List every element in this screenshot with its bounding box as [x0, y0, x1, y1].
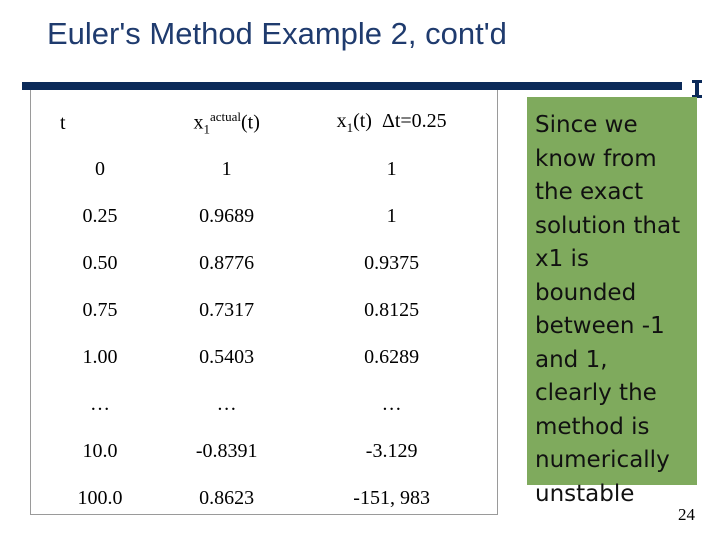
table-row — [30, 475, 500, 522]
cell-t: 0 — [95, 158, 106, 180]
table-row — [30, 240, 500, 287]
header-actual-sup: actual — [209, 108, 241, 124]
table-row — [30, 146, 500, 193]
header-actual-sub: 1 — [203, 121, 210, 137]
table-row — [30, 287, 500, 334]
cell-actual: 0.5403 — [199, 346, 255, 368]
table-row — [30, 193, 500, 240]
header-euler-tail: (t) — [353, 110, 377, 132]
cell-actual: 0.8623 — [199, 487, 255, 509]
table-row — [30, 334, 500, 381]
header-euler — [283, 100, 500, 146]
slide-title: Euler's Method Example 2, cont'd — [47, 16, 507, 51]
cell-actual: 0.9689 — [199, 205, 255, 227]
header-euler-base: x — [336, 110, 347, 132]
cell-euler: 0.8125 — [364, 299, 420, 321]
cell-actual: 1 — [221, 158, 232, 180]
cell-t: 1.00 — [82, 346, 118, 368]
cell-t: 0.50 — [82, 252, 118, 274]
stability-note-text: Since we know from the exact solution that x1 is bounded between -1 and 1, clearly the method is numerically unstable — [535, 112, 681, 507]
header-euler-step: Δt=0.25 — [381, 110, 447, 132]
cell-t: 0.25 — [82, 205, 118, 227]
euler-results-table — [30, 100, 500, 522]
cell-t: 100.0 — [77, 487, 123, 509]
cell-euler: -151, 983 — [353, 487, 430, 509]
cell-t: … — [90, 393, 111, 415]
cell-euler: … — [381, 393, 402, 415]
cell-t: 10.0 — [82, 440, 118, 462]
stability-note-box — [527, 97, 697, 507]
cell-euler: 1 — [386, 158, 397, 180]
cell-actual: … — [216, 393, 237, 415]
cell-actual: 0.8776 — [199, 252, 255, 274]
cell-t: 0.75 — [82, 299, 118, 321]
header-euler-sub: 1 — [346, 120, 354, 135]
cell-euler: 1 — [386, 205, 397, 227]
cell-euler: -3.129 — [365, 440, 418, 462]
cell-euler: 0.9375 — [364, 252, 420, 274]
header-actual-tail: (t) — [241, 111, 260, 134]
header-t: t — [60, 111, 66, 134]
table-row — [30, 428, 500, 475]
table-row — [30, 381, 500, 428]
header-actual-base: x — [193, 111, 204, 134]
header-actual — [170, 100, 283, 146]
cell-actual: 0.7317 — [199, 299, 255, 321]
title-divider — [22, 82, 682, 90]
cell-euler: 0.6289 — [364, 346, 420, 368]
table-header-row — [30, 100, 500, 146]
page-number: 24 — [678, 505, 695, 524]
cell-actual: -0.8391 — [195, 440, 258, 462]
